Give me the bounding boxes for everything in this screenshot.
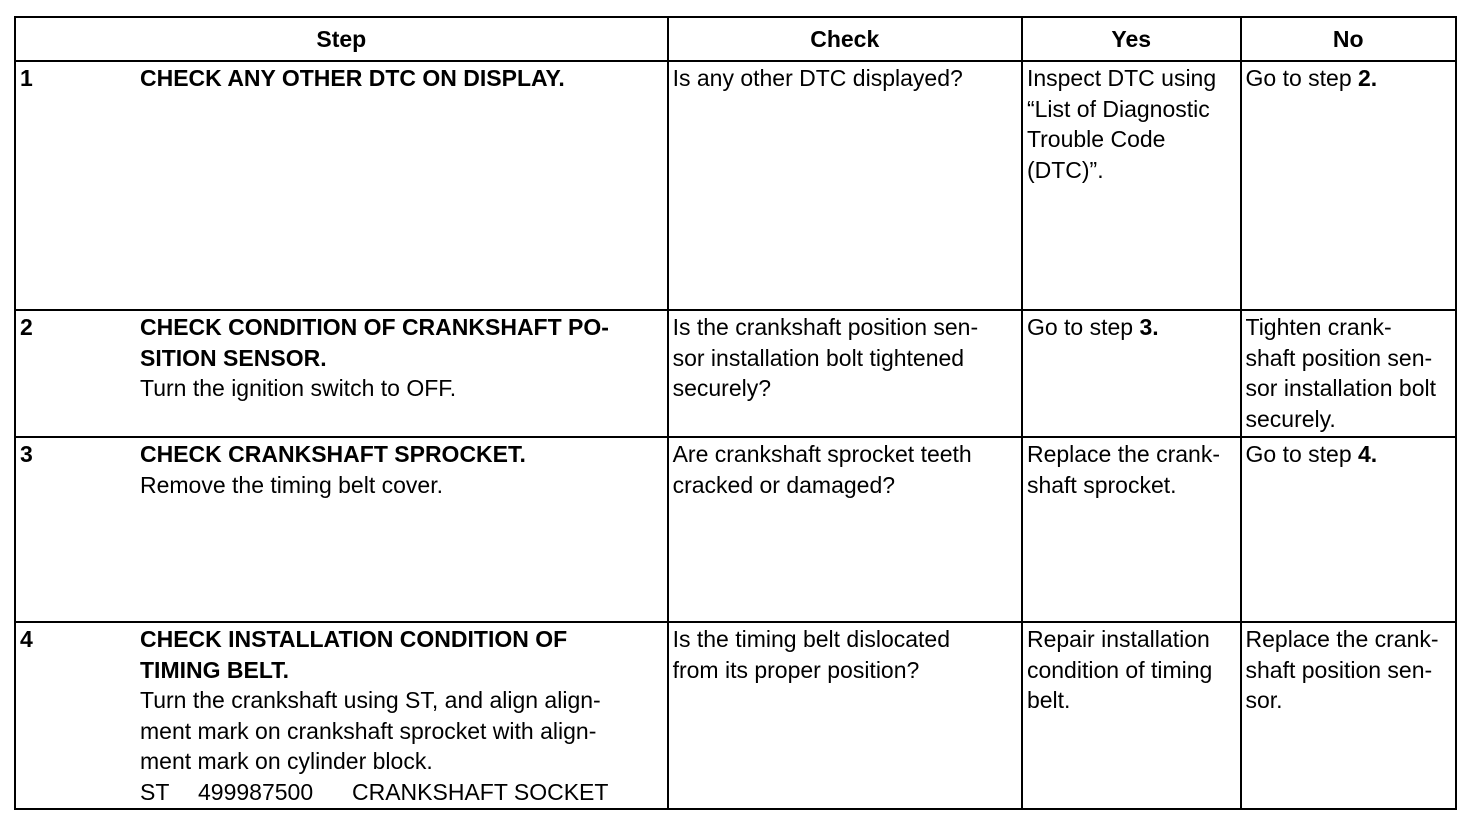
step-instruction: Turn the crankshaft using ST, and align align- ment mark on crankshaft sprocket with align- ment mark on cylinder block.: [140, 687, 601, 774]
step-number: 2: [20, 314, 33, 340]
st-part-number: 499987500: [198, 778, 314, 805]
check-cell: Is any other DTC displayed?: [668, 61, 1022, 310]
no-cell: [1241, 437, 1457, 622]
no-text: Go to step: [1245, 65, 1359, 91]
yes-cell: Repair installation condition of timing belt.: [1022, 622, 1241, 809]
step-title: CHECK ANY OTHER DTC ON DISPLAY.: [140, 65, 565, 91]
step-cell: [15, 61, 668, 310]
st-label: ST: [140, 778, 170, 805]
step-number: 4: [20, 626, 33, 652]
step-title: CHECK CRANKSHAFT SPROCKET.: [140, 441, 526, 467]
no-cell: Replace the crank- shaft position sen- sor.: [1241, 622, 1457, 809]
diagnostic-table: [14, 16, 1457, 810]
step-cell: [15, 437, 668, 622]
yes-cell: [1022, 310, 1241, 437]
header-step: Step: [15, 17, 668, 61]
step-instruction: Turn the ignition switch to OFF.: [140, 375, 457, 401]
check-cell: Are crankshaft sprocket teeth cracked or damaged?: [668, 437, 1022, 622]
header-row: [15, 17, 1456, 61]
header-yes: Yes: [1022, 17, 1241, 61]
header-no: No: [1241, 17, 1457, 61]
no-step-ref: 4.: [1358, 441, 1378, 467]
no-cell: Tighten crank- shaft position sen- sor installation bolt securely.: [1241, 310, 1457, 437]
step-title: CHECK CONDITION OF CRANKSHAFT PO- SITION SENSOR.: [140, 314, 609, 371]
yes-text: Go to step: [1026, 314, 1140, 340]
no-step-ref: 2.: [1358, 65, 1378, 91]
no-text: Go to step: [1245, 441, 1359, 467]
table-row: [15, 437, 1456, 622]
step-cell: [15, 622, 668, 809]
step-title: CHECK INSTALLATION CONDITION OF TIMING BELT.: [140, 626, 568, 683]
header-check: Check: [668, 17, 1022, 61]
step-number: 3: [20, 441, 33, 467]
yes-cell: Replace the crank- shaft sprocket.: [1022, 437, 1241, 622]
no-cell: [1241, 61, 1457, 310]
step-instruction: Remove the timing belt cover.: [140, 471, 443, 498]
yes-cell: Inspect DTC using “List of Diagnostic Trouble Code (DTC)”.: [1022, 61, 1241, 310]
table-row: [15, 61, 1456, 310]
step-number: 1: [20, 65, 33, 91]
step-cell: [15, 310, 668, 437]
table-row: [15, 310, 1456, 437]
special-tool-line: [140, 777, 663, 808]
table-row: [15, 622, 1456, 809]
check-cell: Is the crankshaft position sen- sor installation bolt tightened securely?: [668, 310, 1022, 437]
yes-step-ref: 3.: [1139, 314, 1159, 340]
st-tool-name: CRANKSHAFT SOCKET: [352, 778, 609, 805]
check-cell: Is the timing belt dislocated from its proper position?: [668, 622, 1022, 809]
